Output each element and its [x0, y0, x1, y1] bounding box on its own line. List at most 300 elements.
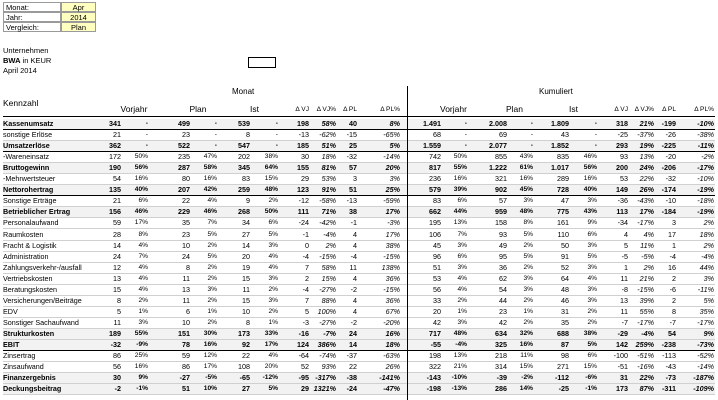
cell-monat: -62% — [319, 130, 336, 140]
cell-kumuliert: 817 — [429, 163, 441, 173]
cell-kumuliert: 236 — [429, 174, 441, 184]
cell-kumuliert: 19% — [639, 141, 654, 151]
cell-kumuliert: 15% — [583, 363, 597, 371]
cell-kumuliert: 2.077 — [489, 141, 507, 151]
cell-monat: 386% — [317, 340, 336, 349]
cell-kumuliert: 50% — [453, 153, 467, 161]
cell-kumuliert: 959 — [495, 207, 507, 217]
cell-kumuliert: 17 — [668, 229, 676, 239]
cell-monat: 6 — [186, 306, 190, 316]
cell-monat: 33% — [264, 329, 278, 337]
cell-monat: 2% — [207, 274, 217, 282]
cell-kumuliert: 16 — [668, 262, 676, 272]
cell-monat: -15% — [383, 284, 400, 294]
cell-monat: 287 — [178, 163, 190, 173]
cell-kumuliert: 32% — [519, 329, 533, 337]
row-highlight — [3, 384, 715, 394]
cell-kumuliert: 3% — [587, 285, 597, 293]
cell-kumuliert: 634 — [495, 328, 507, 338]
cell-monat: 20% — [385, 163, 400, 173]
cell-kumuliert: 57 — [499, 196, 507, 206]
cell-kumuliert: -13% — [451, 385, 467, 393]
row-separator — [3, 295, 715, 296]
cell-monat: 7 — [305, 295, 309, 305]
cell-monat: 51 — [182, 384, 190, 394]
cell-kumuliert: 50 — [561, 240, 569, 250]
cell-monat: -1% — [136, 385, 148, 393]
row-label: Strukturkosten — [3, 328, 55, 338]
section-kumuliert: Kumuliert — [539, 87, 573, 96]
row-separator — [3, 361, 715, 362]
cell-kumuliert: 173 — [616, 384, 628, 394]
cell-kumuliert: 22% — [639, 174, 654, 184]
cell-kumuliert: 83 — [433, 196, 441, 206]
cell-kumuliert: 93 — [499, 229, 507, 239]
row-separator — [3, 284, 715, 285]
cell-kumuliert: 1 — [672, 240, 676, 250]
row-separator — [3, 228, 715, 229]
cell-monat: 8 — [246, 130, 250, 140]
cell-kumuliert: - — [464, 131, 467, 139]
cell-kumuliert: 15% — [519, 363, 533, 371]
header-kumuliert-dpl: Δ PL — [662, 106, 676, 113]
cell-monat: 24 — [349, 328, 357, 338]
cell-monat: -27 — [179, 373, 190, 383]
cell-kumuliert: -238 — [661, 340, 676, 349]
cell-monat: 207 — [178, 185, 190, 195]
cell-kumuliert: 9% — [587, 219, 597, 227]
cell-monat: 1321% — [313, 384, 336, 394]
cell-kumuliert: 49 — [499, 240, 507, 250]
cell-monat: 51 — [349, 185, 357, 195]
cell-monat: -13 — [346, 196, 357, 206]
cell-kumuliert: 36 — [499, 262, 507, 272]
cell-kumuliert: 218 — [495, 351, 507, 361]
cell-kumuliert: 44% — [699, 262, 714, 272]
cell-monat: -59% — [383, 196, 400, 206]
header-kumuliert-dplp: Δ PL% — [694, 106, 714, 113]
cell-kumuliert: -112 — [555, 373, 569, 383]
cell-kumuliert: 23 — [499, 306, 507, 316]
header-kumuliert-ist: Ist — [569, 104, 578, 114]
cell-monat: - — [275, 120, 278, 127]
cell-kumuliert: 53 — [433, 273, 441, 283]
cell-monat: 268 — [238, 207, 250, 217]
cell-monat: -15% — [319, 251, 336, 261]
row-label: Zinsaufwand — [3, 362, 44, 372]
cell-kumuliert: -20 — [665, 152, 676, 162]
row-label: Sonstige Erträge — [3, 196, 57, 206]
cell-kumuliert: -38% — [697, 130, 714, 140]
cell-kumuliert: -18% — [697, 196, 714, 206]
cell-kumuliert: -25 — [617, 130, 628, 140]
cell-monat: 20% — [264, 363, 278, 371]
cell-monat: -65% — [383, 130, 400, 140]
cell-kumuliert: 18% — [699, 229, 714, 239]
cell-kumuliert: 4% — [457, 274, 467, 282]
cell-monat: 29 — [301, 174, 309, 184]
cell-monat: 4 — [353, 306, 357, 316]
cell-kumuliert: - — [594, 131, 597, 139]
cell-kumuliert: 42 — [433, 317, 441, 327]
cell-kumuliert: 68 — [433, 130, 441, 140]
row-separator — [3, 129, 715, 130]
cell-monat: 78 — [182, 340, 190, 349]
cell-monat: -1 — [302, 229, 309, 239]
cell-kumuliert: 3% — [457, 263, 467, 271]
cell-monat: 40 — [349, 119, 357, 128]
cell-monat: 55% — [134, 329, 148, 337]
cell-kumuliert: 5% — [587, 252, 597, 260]
cell-monat: -2 — [350, 317, 357, 327]
cell-kumuliert: -2% — [521, 374, 533, 382]
cell-monat: -317% — [315, 373, 336, 383]
cell-kumuliert: 38% — [583, 329, 597, 337]
cell-kumuliert: -100 — [613, 351, 628, 361]
cell-monat: 9% — [138, 374, 148, 382]
cell-monat: 539 — [238, 119, 250, 128]
cell-kumuliert: 855 — [495, 152, 507, 162]
cell-monat: 3% — [207, 285, 217, 293]
cell-monat: 67% — [385, 306, 400, 316]
cell-kumuliert: 113 — [616, 207, 628, 217]
selected-cell[interactable] — [248, 57, 276, 68]
cell-monat: 86 — [113, 351, 121, 361]
cell-kumuliert: 31 — [561, 306, 569, 316]
cell-kumuliert: -174 — [661, 185, 676, 195]
header-kumuliert-dvj: Δ VJ — [614, 106, 628, 113]
row-separator — [3, 273, 715, 274]
cell-monat: -2 — [350, 284, 357, 294]
param-label: Vergleich: — [3, 22, 61, 32]
cell-kumuliert: -17% — [697, 317, 714, 327]
cell-kumuliert: 43% — [519, 153, 533, 161]
header-kumuliert-plan: Plan — [506, 104, 524, 114]
cell-kumuliert: 62 — [499, 273, 507, 283]
cell-kumuliert: 3% — [587, 197, 597, 205]
cell-monat: 11 — [182, 295, 190, 305]
cell-monat: 19 — [242, 262, 250, 272]
cell-monat: 93% — [321, 362, 336, 372]
cell-kumuliert: 161 — [557, 218, 569, 228]
cell-monat: 14 — [113, 240, 121, 250]
cell-kumuliert: 55% — [453, 164, 467, 172]
cell-monat: -3 — [302, 317, 309, 327]
cell-monat: 91% — [321, 185, 336, 195]
cell-monat: 58% — [321, 119, 336, 128]
cell-kumuliert: 2 — [672, 273, 676, 283]
cell-kumuliert: 46 — [561, 295, 569, 305]
cell-kumuliert: 835 — [557, 152, 569, 162]
cell-kumuliert: 289 — [557, 174, 569, 184]
row-separator — [3, 262, 715, 263]
cell-monat: 11 — [242, 284, 250, 294]
row-separator — [3, 195, 715, 196]
cell-monat: 15% — [321, 273, 336, 283]
cell-monat: 21 — [113, 130, 121, 140]
cell-kumuliert: -6 — [669, 284, 676, 294]
cell-monat: 4% — [268, 263, 278, 271]
cell-kumuliert: -26 — [665, 130, 676, 140]
cell-monat: 30% — [203, 329, 217, 337]
cell-kumuliert: -198 — [426, 384, 441, 394]
cell-kumuliert: 142 — [616, 340, 628, 349]
cell-monat: 189 — [109, 328, 121, 338]
cell-monat: 3% — [268, 296, 278, 304]
cell-kumuliert: 3% — [457, 318, 467, 326]
cell-kumuliert: 5% — [523, 230, 533, 238]
param-value-input[interactable]: Plan — [61, 22, 96, 32]
cell-monat: -7% — [323, 328, 336, 338]
section-divider — [407, 86, 408, 400]
cell-monat: 15 — [113, 284, 121, 294]
cell-monat: 35 — [182, 218, 190, 228]
cell-kumuliert: 742 — [429, 152, 441, 162]
cell-monat: 57 — [349, 163, 357, 173]
cell-monat: -5% — [205, 374, 217, 382]
cell-kumuliert: 26% — [639, 185, 654, 195]
cell-kumuliert: -206 — [661, 163, 676, 173]
cell-kumuliert: -1% — [585, 385, 597, 393]
cell-kumuliert: -5 — [621, 251, 628, 261]
cell-kumuliert: -73 — [665, 373, 676, 383]
cell-kumuliert: 3% — [587, 241, 597, 249]
cell-kumuliert: 69 — [499, 130, 507, 140]
cell-monat: - — [275, 131, 278, 139]
cell-kumuliert: 1 — [624, 262, 628, 272]
cell-monat: 185 — [297, 141, 309, 151]
cell-monat: 22 — [242, 351, 250, 361]
cell-kumuliert: -36 — [617, 196, 628, 206]
cell-kumuliert: 48 — [561, 284, 569, 294]
cell-monat: -65 — [239, 373, 250, 383]
cell-kumuliert: 1.017 — [551, 163, 569, 173]
cell-monat: 80 — [182, 174, 190, 184]
cell-kumuliert: 87% — [639, 384, 654, 394]
cell-monat: 100% — [317, 306, 336, 316]
row-label: Kassenumsatz — [3, 119, 54, 128]
cell-monat: -42% — [319, 218, 336, 228]
cell-kumuliert: 2% — [523, 296, 533, 304]
cell-monat: 58% — [203, 164, 217, 172]
cell-monat: 47% — [203, 153, 217, 161]
cell-monat: 83 — [242, 174, 250, 184]
header-monat-dvj: Δ VJ — [295, 106, 309, 113]
row-label: sonstige Erlöse — [3, 130, 53, 140]
cell-monat: -9% — [136, 341, 148, 348]
row-label: Finanzergebnis — [3, 373, 56, 383]
cell-monat: 198 — [297, 119, 309, 128]
cell-monat: 2% — [268, 285, 278, 293]
header-monat-dpl: Δ PL — [343, 106, 357, 113]
cell-kumuliert: 579 — [429, 185, 441, 195]
cell-kumuliert: 33 — [433, 295, 441, 305]
cell-monat: 3% — [138, 318, 148, 326]
cell-monat: 4% — [138, 241, 148, 249]
row-separator — [3, 173, 715, 174]
cell-kumuliert: 39% — [453, 186, 467, 194]
cell-kumuliert: -11% — [697, 284, 714, 294]
cell-kumuliert: 56 — [433, 284, 441, 294]
cell-kumuliert: -184 — [661, 207, 676, 217]
cell-monat: - — [214, 120, 217, 127]
cell-kumuliert: 16% — [453, 175, 467, 183]
cell-kumuliert: 98 — [561, 351, 569, 361]
row-separator — [3, 251, 715, 252]
cell-kumuliert: -311 — [662, 384, 676, 394]
cell-kumuliert: -15% — [637, 284, 654, 294]
param-value-input[interactable]: Apr — [61, 2, 96, 12]
cell-monat: -4 — [350, 251, 357, 261]
cell-monat: - — [145, 142, 148, 150]
row-label: Raumkosten — [3, 229, 44, 239]
cell-monat: -15% — [383, 251, 400, 261]
cell-monat: 4 — [353, 229, 357, 239]
row-label: Sonstiger Sachaufwand — [3, 317, 79, 327]
cell-monat: 58% — [321, 262, 336, 272]
cell-monat: 362 — [109, 141, 121, 151]
cell-kumuliert: 11% — [520, 352, 533, 360]
cell-kumuliert: 6% — [587, 230, 597, 238]
cell-kumuliert: 3% — [703, 273, 714, 283]
cell-kumuliert: 13% — [453, 219, 467, 227]
cell-monat: 16% — [203, 341, 217, 348]
cell-monat: 3% — [389, 174, 400, 184]
cell-monat: 156 — [109, 207, 121, 217]
cell-monat: 5 — [305, 306, 309, 316]
cell-kumuliert: -51 — [617, 362, 628, 372]
cell-monat: 123 — [297, 185, 309, 195]
cell-kumuliert: 198 — [429, 351, 441, 361]
cell-monat: 135 — [109, 185, 121, 195]
cell-monat: 14 — [349, 340, 357, 349]
cell-kumuliert: -11% — [697, 141, 714, 151]
cell-monat: 341 — [109, 119, 121, 128]
cell-kumuliert: 8 — [672, 306, 676, 316]
cell-kumuliert: -4 — [669, 251, 676, 261]
cell-monat: 5% — [389, 141, 400, 151]
cell-monat: 46% — [134, 208, 148, 216]
cell-kumuliert: 13% — [639, 152, 654, 162]
cell-monat: 13 — [182, 284, 190, 294]
cell-monat: 46% — [203, 208, 217, 216]
cell-monat: 7% — [207, 219, 217, 227]
cell-kumuliert: 42 — [499, 317, 507, 327]
cell-kumuliert: -19% — [697, 185, 714, 195]
company-name: Unternehmen — [3, 46, 49, 55]
cell-kumuliert: -73% — [697, 340, 714, 349]
cell-monat: 2% — [268, 197, 278, 205]
cell-monat: 16% — [134, 175, 148, 183]
cell-kumuliert: 271 — [557, 362, 569, 372]
row-label: Deckungsbeitrag — [3, 384, 62, 394]
cell-kumuliert: 55% — [639, 306, 654, 316]
cell-monat: 190 — [109, 163, 121, 173]
cell-monat: 8 — [186, 262, 190, 272]
cell-monat: -24 — [298, 218, 309, 228]
cell-monat: 345 — [238, 163, 250, 173]
cell-monat: 6% — [138, 197, 148, 205]
cell-kumuliert: -2% — [701, 152, 714, 162]
cell-monat: 17% — [203, 363, 217, 371]
cell-kumuliert: - — [594, 120, 597, 127]
cell-kumuliert: - — [464, 120, 467, 127]
cell-kumuliert: -8 — [621, 284, 628, 294]
cell-kumuliert: 314 — [495, 362, 507, 372]
cell-monat: 9 — [246, 196, 250, 206]
cell-kumuliert: -4% — [701, 251, 714, 261]
cell-kumuliert: 2% — [457, 296, 467, 304]
cell-kumuliert: 110 — [557, 229, 569, 239]
cell-monat: 15 — [242, 273, 250, 283]
cell-monat: 30 — [301, 152, 309, 162]
cell-monat: 71% — [321, 207, 336, 217]
cell-kumuliert: 259% — [635, 340, 654, 349]
cell-monat: -20% — [383, 317, 400, 327]
cell-monat: 21 — [113, 196, 121, 206]
cell-monat: -15 — [346, 130, 357, 140]
cell-monat: 38% — [264, 153, 278, 161]
row-label: EBIT — [3, 340, 20, 349]
cell-monat: 3% — [268, 274, 278, 282]
header-monat-ist: Ist — [250, 104, 259, 114]
cell-kumuliert: 21% — [453, 363, 467, 371]
cell-kumuliert: -109% — [693, 384, 714, 394]
cell-kumuliert: 158 — [495, 218, 507, 228]
cell-kumuliert: 48% — [519, 208, 533, 216]
cell-monat: 16% — [385, 328, 400, 338]
cell-kumuliert: 7% — [457, 230, 467, 238]
cell-monat: 10% — [203, 385, 217, 393]
row-label: Zahlungsverkehr-/ausfall — [3, 262, 82, 272]
row-label: Versicherungen/Beiträge — [3, 295, 82, 305]
cell-monat: 2% — [207, 241, 217, 249]
cell-kumuliert: 902 — [495, 185, 507, 195]
cell-monat: 2% — [207, 318, 217, 326]
cell-kumuliert: -14% — [697, 362, 714, 372]
cell-monat: 18% — [385, 340, 400, 349]
cell-kumuliert: 20 — [433, 306, 441, 316]
cell-kumuliert: -17% — [697, 163, 714, 173]
cell-monat: 12% — [203, 352, 217, 360]
cell-monat: 17% — [385, 207, 400, 217]
cell-kumuliert: 93 — [620, 152, 628, 162]
cell-kumuliert: 2% — [703, 218, 714, 228]
cell-kumuliert: 2% — [523, 263, 533, 271]
cell-kumuliert: 662 — [429, 207, 441, 217]
cell-kumuliert: -4% — [455, 341, 467, 348]
cell-kumuliert: 61% — [519, 164, 533, 172]
cell-monat: 2% — [207, 296, 217, 304]
cell-monat: 547 — [238, 141, 250, 151]
cell-monat: 229 — [178, 207, 190, 217]
cell-kumuliert: 728 — [557, 185, 569, 195]
cell-monat: 56 — [113, 362, 121, 372]
cell-kumuliert: 2% — [523, 241, 533, 249]
cell-monat: 42% — [203, 186, 217, 194]
cell-kumuliert: 200 — [616, 163, 628, 173]
cell-monat: 36% — [385, 295, 400, 305]
cell-kumuliert: -37% — [637, 130, 654, 140]
cell-monat: 59 — [182, 351, 190, 361]
cell-kumuliert: 2 — [672, 295, 676, 305]
cell-monat: 8 — [117, 295, 121, 305]
cell-kumuliert: -143 — [426, 373, 441, 383]
cell-kumuliert: 3% — [523, 197, 533, 205]
param-value-input[interactable]: 2014 — [61, 12, 96, 22]
cell-monat: 22 — [182, 196, 190, 206]
cell-kumuliert: 6% — [457, 252, 467, 260]
